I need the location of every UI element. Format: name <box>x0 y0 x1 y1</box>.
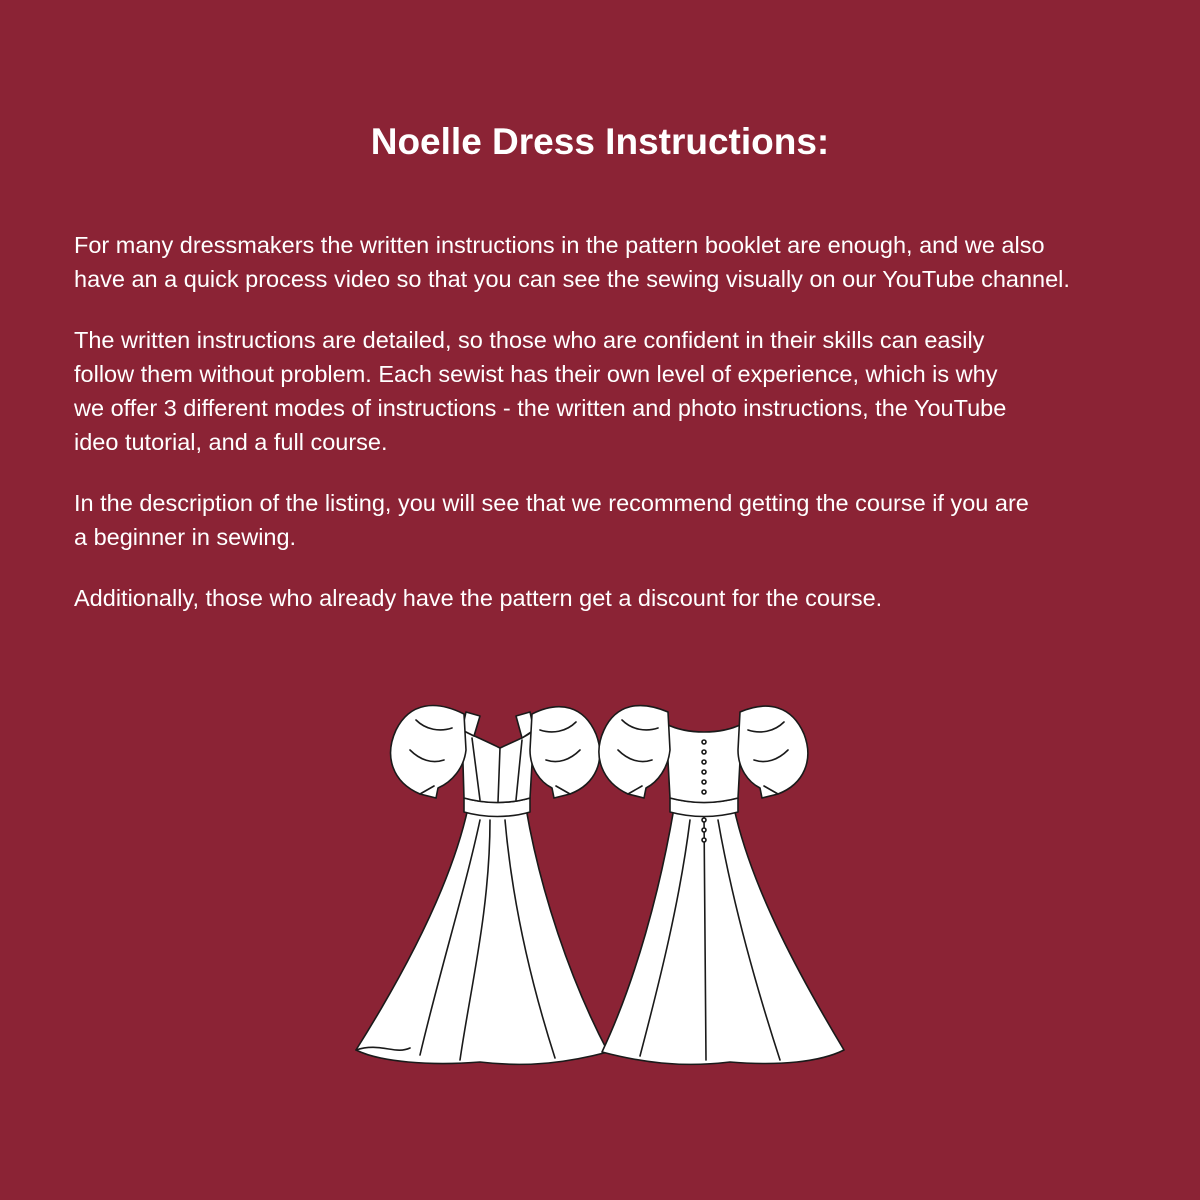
text-line: In the description of the listing, you will see that we recommend getting the course if you are <box>74 490 1029 516</box>
text-line: we offer 3 different modes of instructions - the written and photo instructions, the YouTube <box>74 395 1007 421</box>
paragraph-course-recommendation <box>74 486 1154 554</box>
dress-front-icon <box>356 706 608 1065</box>
instructions-body <box>74 228 1154 642</box>
text-line: have an a quick process video so that you can see the sewing visually on our YouTube channel. <box>74 266 1070 292</box>
text-line: follow them without problem. Each sewist has their own level of experience, which is why <box>74 361 998 387</box>
paragraph-discount <box>74 581 1154 615</box>
dress-illustration <box>340 690 860 1080</box>
dress-back-icon <box>599 706 844 1065</box>
text-line: a beginner in sewing. <box>74 524 297 550</box>
text-line: The written instructions are detailed, so those who are confident in their skills can easily <box>74 327 985 353</box>
text-line: Additionally, those who already have the pattern get a discount for the course. <box>74 585 883 611</box>
page-title: Noelle Dress Instructions: <box>370 121 830 162</box>
text-line: For many dressmakers the written instructions in the pattern booklet are enough, and we also <box>74 232 1045 258</box>
paragraph-instruction-modes <box>74 323 1154 459</box>
text-line: ideo tutorial, and a full course. <box>74 429 388 455</box>
paragraph-booklet <box>74 228 1154 296</box>
